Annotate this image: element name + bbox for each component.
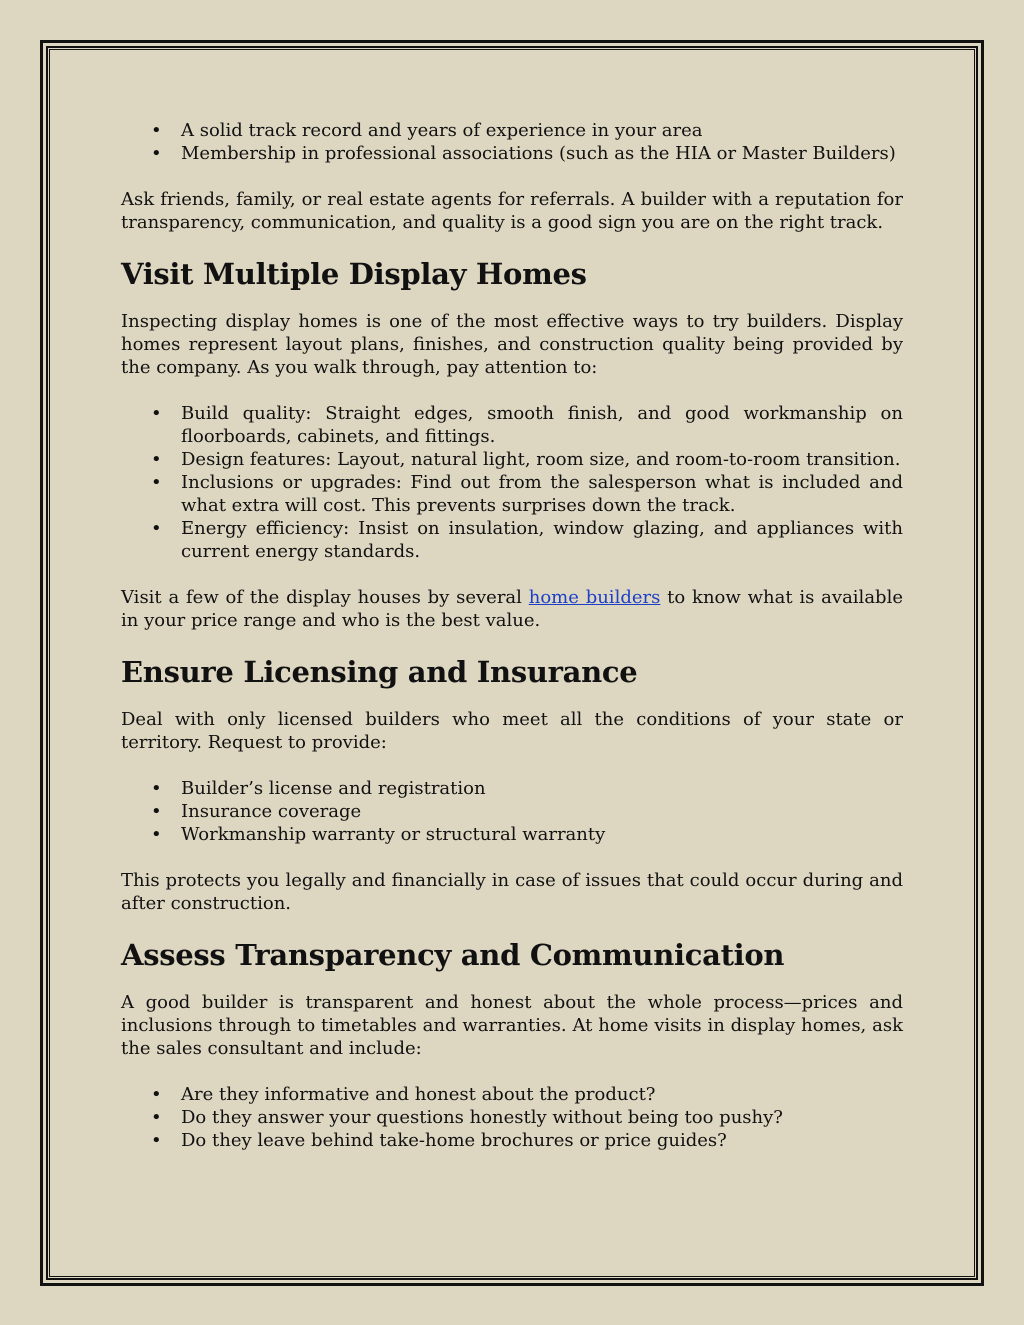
list-item: • Inclusions or upgrades: Find out from the salesperson what is included and what extra will cost. This prevents surprises down the track. [181,471,903,517]
licensing-closing-paragraph: This protects you legally and financially in case of issues that could occur during and after construction. [121,870,903,914]
home-builders-link[interactable]: home builders [528,587,661,608]
transparency-paragraph: A good builder is transparent and honest about the whole process—prices and inclusions through to timetables and warranties. At home visits in display homes, ask the sales consultant and include: [121,992,903,1059]
list-item: • Do they answer your questions honestly without being too pushy? [181,1106,903,1129]
closing-text-after: to know what is available in your price range and who is the best value. [121,587,903,631]
closing-text-before: Visit a few of the display houses by several [121,587,529,608]
intro-list [121,119,903,165]
list-item: • Design features: Layout, natural light, room size, and room-to-room transition. [181,448,903,471]
display-homes-closing-paragraph [121,586,903,632]
list-item: • Are they informative and honest about the product? [181,1083,903,1106]
section-heading-licensing: Ensure Licensing and Insurance [121,655,638,689]
referral-paragraph: Ask friends, family, or real estate agents for referrals. A builder with a reputation for transparency, communication, and quality is a good sign you are on the right track. [121,189,903,233]
licensing-paragraph: Deal with only licensed builders who meet all the conditions of your state or territory. Request to provide: [121,709,903,753]
licensing-list [121,777,903,846]
list-item: • Workmanship warranty or structural warranty [181,823,903,846]
list-item: • Energy efficiency: Insist on insulation, window glazing, and appliances with current energy standards. [181,517,903,563]
list-item: • Do they leave behind take-home brochures or price guides? [181,1129,903,1152]
list-item: • Builder’s license and registration [181,777,903,800]
display-homes-list [121,402,903,563]
document-content [121,119,903,1152]
section-heading-display-homes: Visit Multiple Display Homes [121,257,587,291]
list-item: • Build quality: Straight edges, smooth finish, and good workmanship on floorboards, cabinets, and fittings. [181,402,903,448]
transparency-list [121,1083,903,1152]
list-item: • Membership in professional associations (such as the HIA or Master Builders) [181,142,903,165]
display-homes-paragraph: Inspecting display homes is one of the most effective ways to try builders. Display homes represent layout plans, finishes, and construction quality being provided by the company. As you walk through, pay attention to: [121,311,903,378]
list-item: • A solid track record and years of experience in your area [181,119,903,142]
section-heading-transparency: Assess Transparency and Communication [121,938,785,972]
list-item: • Insurance coverage [181,800,903,823]
